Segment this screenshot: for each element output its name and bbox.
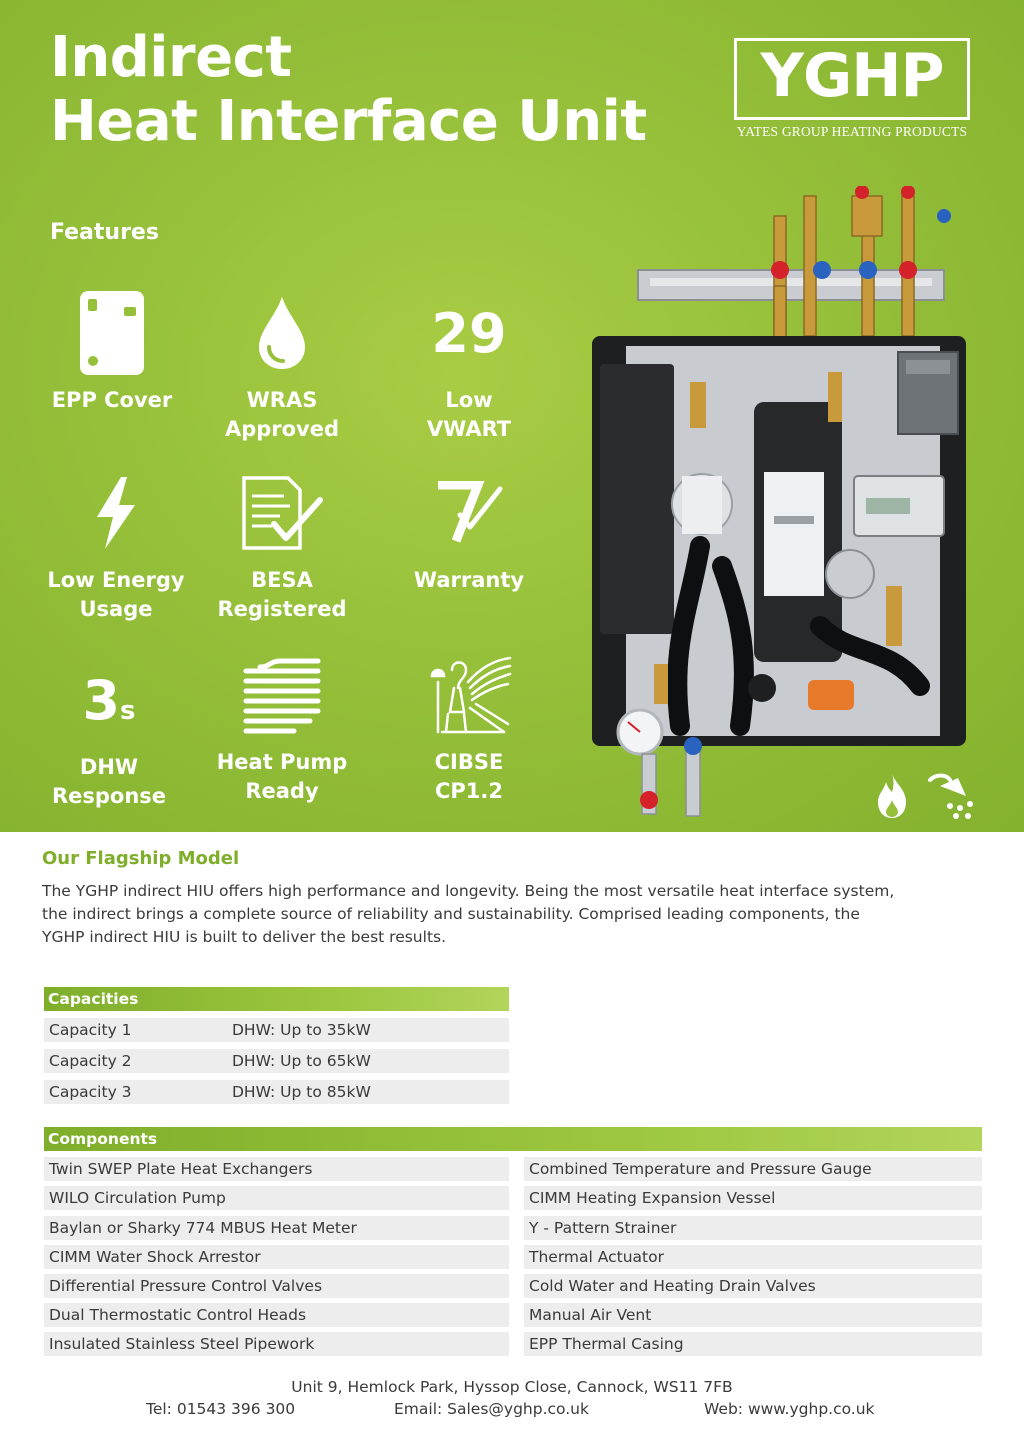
capacity-name: Capacity 2 — [49, 1052, 132, 1070]
components-header: Components — [44, 1127, 982, 1151]
component-item: Twin SWEP Plate Heat Exchangers — [44, 1157, 509, 1181]
shower-icon — [926, 772, 976, 820]
feature-label-line1: Low — [445, 388, 493, 412]
table-row — [44, 1018, 509, 1042]
component-item: Baylan or Sharky 774 MBUS Heat Meter — [44, 1216, 509, 1240]
component-item: Combined Temperature and Pressure Gauge — [524, 1157, 982, 1181]
capacity-value: DHW: Up to 35kW — [232, 1021, 371, 1039]
bottom-icons — [872, 772, 976, 822]
water-drop-icon — [255, 295, 309, 371]
component-item: CIMM Water Shock Arrestor — [44, 1245, 509, 1269]
feature-label-line1: BESA — [251, 568, 313, 592]
feature-label-line2: Usage — [79, 597, 153, 621]
feature-label-line2: Approved — [224, 417, 340, 441]
feature-label-line2: Ready — [245, 779, 319, 803]
capacity-name: Capacity 3 — [49, 1083, 132, 1101]
capacity-name: Capacity 1 — [49, 1021, 132, 1039]
component-item: Manual Air Vent — [524, 1303, 982, 1327]
title-line-2: Heat Interface Unit — [50, 89, 647, 154]
logo-subtitle: YATES GROUP HEATING PRODUCTS — [736, 124, 968, 139]
feature-label-line1: CIBSE — [434, 750, 504, 774]
component-item: Cold Water and Heating Drain Valves — [524, 1274, 982, 1298]
component-item: Thermal Actuator — [524, 1245, 982, 1269]
flagship-description — [42, 880, 982, 949]
component-item: Differential Pressure Control Valves — [44, 1274, 509, 1298]
feature-besa — [197, 468, 367, 624]
footer-website[interactable]: Web: www.yghp.co.uk — [704, 1400, 875, 1418]
component-item: EPP Thermal Casing — [524, 1332, 982, 1356]
description-line-3: YGHP indirect HIU is built to deliver the best results. — [42, 928, 447, 946]
dhw-response-value: 3 — [82, 668, 121, 732]
feature-label-line2: CP1.2 — [434, 779, 503, 803]
feature-label-line2: Registered — [217, 597, 347, 621]
seven-check-icon — [434, 481, 504, 545]
feature-wras — [197, 288, 367, 444]
feature-vwart — [384, 288, 554, 444]
component-item: Insulated Stainless Steel Pipework — [44, 1332, 509, 1356]
footer-email[interactable]: Email: Sales@yghp.co.uk — [394, 1400, 589, 1418]
feature-label-line1: Heat Pump — [216, 750, 348, 774]
lightning-bolt-icon — [91, 475, 141, 551]
feature-label-line2: Response — [51, 784, 167, 808]
page-title — [50, 26, 647, 154]
cibse-crest-icon — [424, 652, 514, 738]
feature-warranty — [384, 468, 554, 595]
footer-telephone: Tel: 01543 396 300 — [146, 1400, 296, 1418]
hiu-product-image — [590, 186, 970, 826]
description-line-1: The YGHP indirect HIU offers high performance and longevity. Being the most versatile heat interface system, — [42, 882, 895, 900]
dhw-response-unit: s — [120, 695, 136, 726]
table-row — [44, 1080, 509, 1104]
component-item: WILO Circulation Pump — [44, 1186, 509, 1210]
logo-wordmark: YGHP — [760, 41, 944, 111]
feature-epp-cover — [27, 288, 197, 415]
flagship-heading: Our Flagship Model — [42, 848, 240, 869]
feature-label-line2: VWART — [426, 417, 512, 441]
component-item: CIMM Heating Expansion Vessel — [524, 1186, 982, 1210]
feature-label-line1: WRAS — [246, 388, 318, 412]
capacities-header: Capacities — [44, 987, 509, 1011]
epp-cover-icon — [78, 289, 146, 377]
feature-dhw-response — [24, 655, 194, 811]
title-line-1: Indirect — [50, 25, 292, 90]
feature-label-line1: Low Energy — [47, 568, 185, 592]
description-line-2: the indirect brings a complete source of reliability and sustainability. Comprised leading components, the — [42, 905, 860, 923]
features-heading: Features — [50, 220, 159, 245]
document-check-icon — [240, 476, 324, 550]
yghp-logo — [734, 38, 970, 142]
footer-address: Unit 9, Hemlock Park, Hyssop Close, Cannock, WS11 7FB — [291, 1378, 733, 1396]
capacity-value: DHW: Up to 65kW — [232, 1052, 371, 1070]
feature-low-energy — [31, 468, 201, 624]
table-row — [44, 1049, 509, 1073]
feature-label-line1: Warranty — [413, 568, 525, 592]
component-item: Y - Pattern Strainer — [524, 1216, 982, 1240]
component-item: Dual Thermostatic Control Heads — [44, 1303, 509, 1327]
flame-icon — [872, 772, 912, 820]
vwart-value: 29 — [431, 301, 507, 365]
feature-heat-pump — [197, 650, 367, 806]
feature-cibse — [384, 650, 554, 806]
capacity-value: DHW: Up to 85kW — [232, 1083, 371, 1101]
feature-label-line1: EPP Cover — [51, 388, 173, 412]
feature-label-line1: DHW — [79, 755, 139, 779]
heat-pump-icon — [240, 655, 324, 735]
